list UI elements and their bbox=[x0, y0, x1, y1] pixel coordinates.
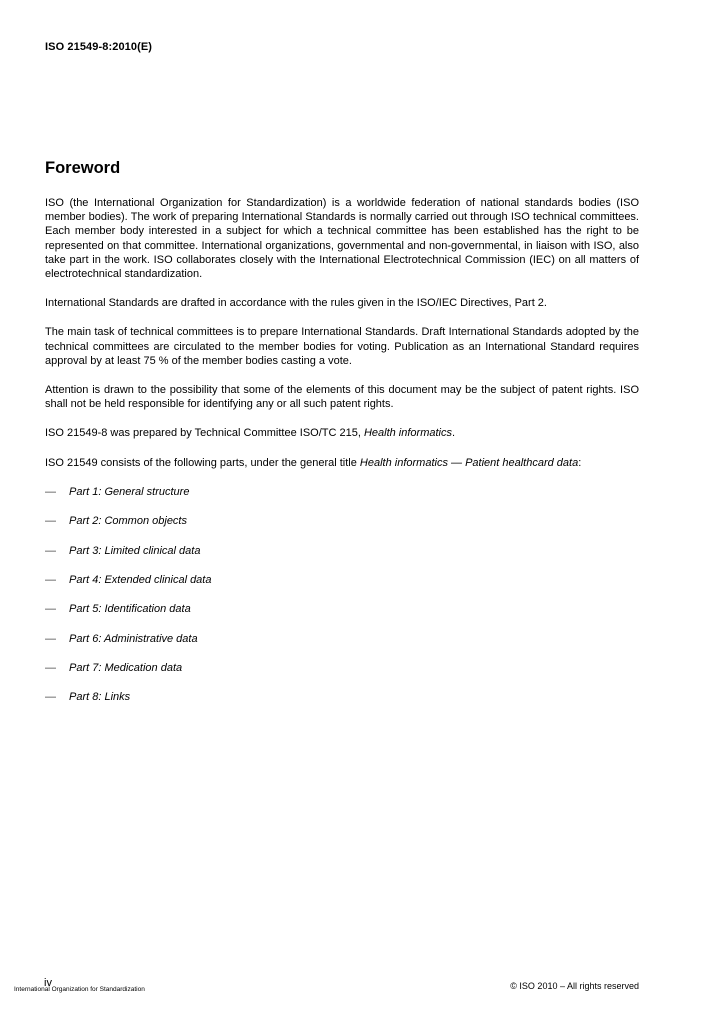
general-title: Health informatics — Patient healthcard data bbox=[359, 456, 579, 469]
dash-bullet: — bbox=[45, 485, 56, 498]
list-item bbox=[45, 573, 639, 587]
part-label: Part 1: General structure bbox=[69, 485, 190, 498]
committee-title: Health informatics bbox=[363, 427, 452, 440]
part-label: Part 2: Common objects bbox=[69, 515, 187, 528]
list-item bbox=[45, 514, 639, 528]
list-item bbox=[45, 661, 639, 675]
part-label: Part 8: Links bbox=[69, 691, 131, 704]
dash-bullet: — bbox=[45, 573, 56, 586]
foreword-body bbox=[45, 196, 639, 720]
paragraph-patent-rights: Attention is drawn to the possibility that some of the elements of this document may be the subject of patent rights. ISO shall not be held responsible for identifying any or all such patent rights. bbox=[45, 384, 639, 411]
parts-intro-end: : bbox=[578, 456, 582, 469]
paragraph-parts-intro bbox=[45, 456, 639, 470]
dash-bullet: — bbox=[45, 662, 56, 675]
paragraph-drafting-rules: International Standards are drafted in accordance with the rules given in the ISO/IEC Directives, Part 2. bbox=[45, 297, 547, 310]
organization-watermark: International Organization for Standardization bbox=[14, 986, 145, 993]
dash-bullet: — bbox=[45, 544, 56, 557]
part-label: Part 5: Identification data bbox=[69, 603, 191, 616]
dash-bullet: — bbox=[45, 632, 56, 645]
list-item bbox=[45, 602, 639, 616]
list-item bbox=[45, 690, 639, 704]
copyright-notice: © ISO 2010 – All rights reserved bbox=[510, 981, 639, 991]
paragraph-technical-committees: The main task of technical committees is to prepare International Standards. Draft International Standards adopted by the technical committees are circulated to the member bodies for voting. Publication as an International Standard requires approval by at least 75 % of the member bodies casting a vote. bbox=[45, 326, 639, 367]
parts-intro-text: ISO 21549 consists of the following parts, under the general title bbox=[45, 456, 360, 469]
part-label: Part 4: Extended clinical data bbox=[69, 573, 212, 586]
part-label: Part 3: Limited clinical data bbox=[69, 544, 201, 557]
list-item bbox=[45, 544, 639, 558]
list-item bbox=[45, 632, 639, 646]
dash-bullet: — bbox=[45, 603, 56, 616]
prepared-by-end: . bbox=[452, 427, 456, 440]
page-number: iv bbox=[44, 977, 52, 989]
list-item bbox=[45, 485, 639, 499]
paragraph-iso-federation: ISO (the International Organization for Standardization) is a worldwide federation of national standards bodies (ISO member bodies). The work of preparing International Standards is normally carried out through ISO technical committees. Each member body interested in a subject for which a technical committee has been established has the right to be represented on that committee. International organizations, governmental and non-governmental, in liaison with ISO, also take part in the work. ISO collaborates closely with the International Electrotechnical Commission (IEC) on all matters of electrotechnical standardization. bbox=[45, 197, 639, 281]
dash-bullet: — bbox=[45, 515, 56, 528]
prepared-by-text: ISO 21549-8 was prepared by Technical Committee ISO/TC 215, bbox=[45, 427, 364, 440]
document-identifier: ISO 21549-8:2010(E) bbox=[45, 41, 153, 53]
paragraph-prepared-by bbox=[45, 426, 639, 440]
parts-list bbox=[45, 485, 639, 705]
part-label: Part 7: Medication data bbox=[69, 662, 183, 675]
part-label: Part 6: Administrative data bbox=[69, 632, 198, 645]
dash-bullet: — bbox=[45, 691, 56, 704]
page-title: Foreword bbox=[45, 159, 121, 177]
